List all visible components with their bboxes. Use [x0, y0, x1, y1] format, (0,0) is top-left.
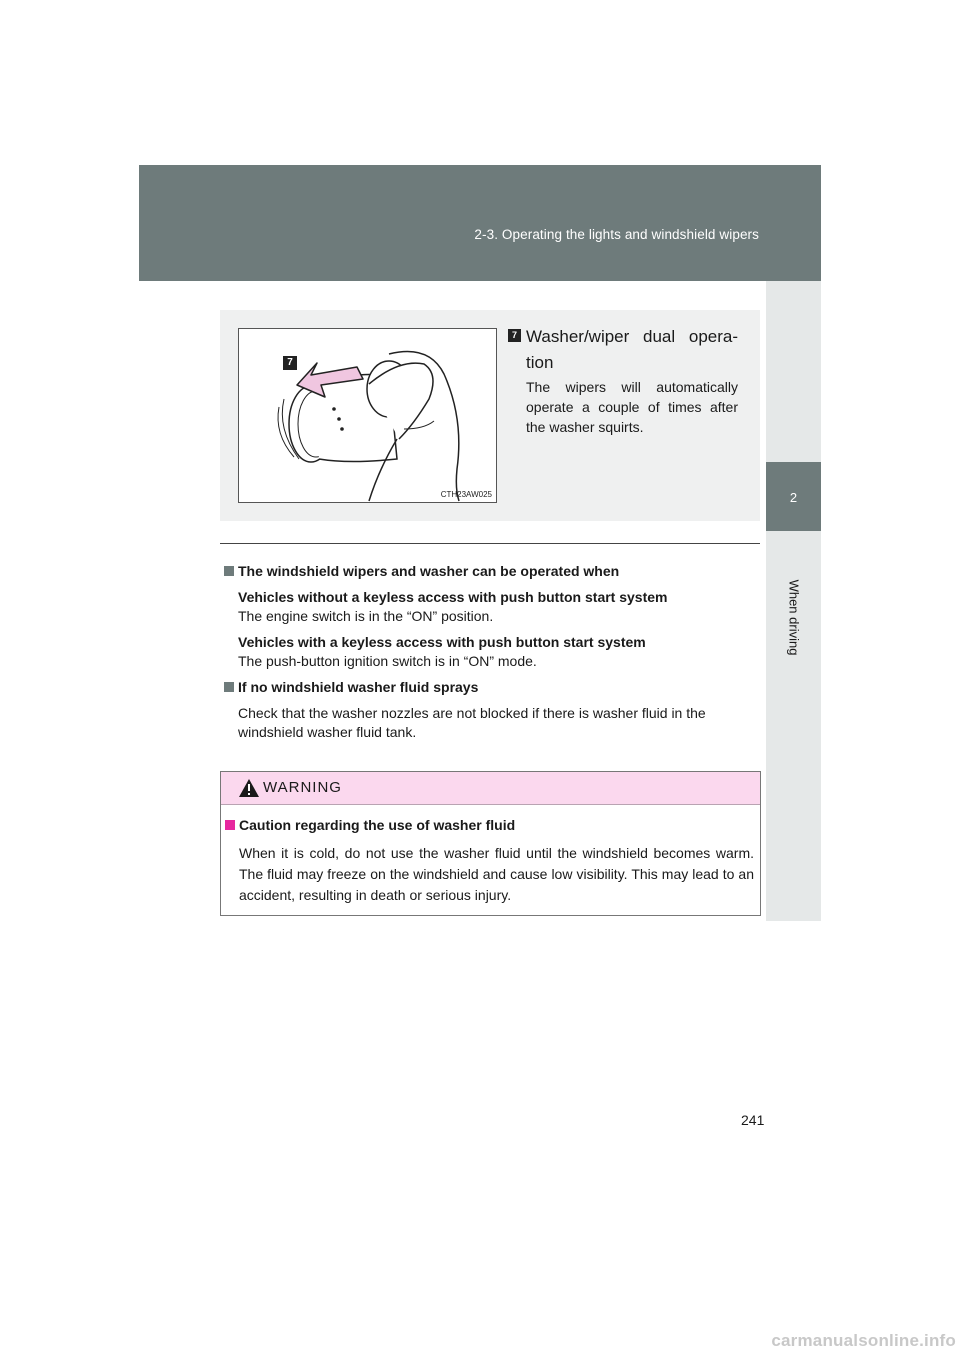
header-band: [139, 165, 821, 281]
item-title: Washer/wiper dual opera-tion: [526, 327, 738, 372]
wiper-switch-figure: [238, 328, 497, 503]
note-subsection: [222, 588, 760, 626]
note-heading-text: If no windshield washer fluid sprays: [238, 679, 479, 695]
figure-number-badge: 7: [283, 356, 297, 370]
watermark[interactable]: carmanualsonline.info: [771, 1331, 956, 1350]
subsection-title: Vehicles with a keyless access with push button start system: [238, 634, 646, 650]
note-heading: [222, 678, 760, 697]
subsection-text: The engine switch is in the “ON” position.: [238, 608, 494, 624]
subsection-title: Vehicles without a keyless access with push button start system: [238, 589, 668, 605]
subsection-text: The push-button ignition switch is in “ON” mode.: [238, 653, 537, 669]
figure-code: CTH23AW025: [440, 490, 492, 499]
warning-box: [220, 771, 761, 916]
warning-title: [221, 815, 754, 836]
chapter-label: When driving: [786, 579, 802, 656]
warning-title-text: Caution regarding the use of washer fluid: [239, 817, 516, 833]
bullet-square-icon: [225, 820, 235, 830]
warning-body: [221, 815, 754, 906]
warning-header: [221, 772, 760, 805]
note-heading: [222, 562, 760, 581]
bullet-square-icon: [224, 566, 234, 576]
note-body: Check that the washer nozzles are not blocked if there is washer fluid in the windshield washer fluid tank.: [238, 705, 706, 740]
notes-section: [222, 562, 760, 742]
warning-label: WARNING: [263, 779, 342, 796]
section-title: 2-3. Operating the lights and windshield wipers: [474, 227, 759, 242]
warning-triangle-icon: [238, 778, 260, 798]
side-tab-top: [766, 281, 821, 462]
warning-text: When it is cold, do not use the washer fluid until the windshield becomes warm. The fluid may freeze on the windshield and cause low visibility. This may lead to an accident, resulting in death or serious injury.: [239, 845, 754, 903]
wiper-lever-illustration: [239, 329, 496, 502]
note-heading-text: The windshield wipers and washer can be operated when: [238, 563, 620, 579]
chapter-number: 2: [789, 490, 798, 505]
item-number-badge: 7: [508, 329, 521, 342]
section-divider: [220, 543, 760, 544]
illustration-panel: [220, 310, 760, 521]
note-subsection: [222, 633, 760, 671]
page-number: 241: [741, 1112, 765, 1128]
chapter-tab: [766, 462, 821, 531]
bullet-square-icon: [224, 682, 234, 692]
item-description: The wipers will automatically operate a couple of times after the washer squirts.: [526, 379, 738, 435]
